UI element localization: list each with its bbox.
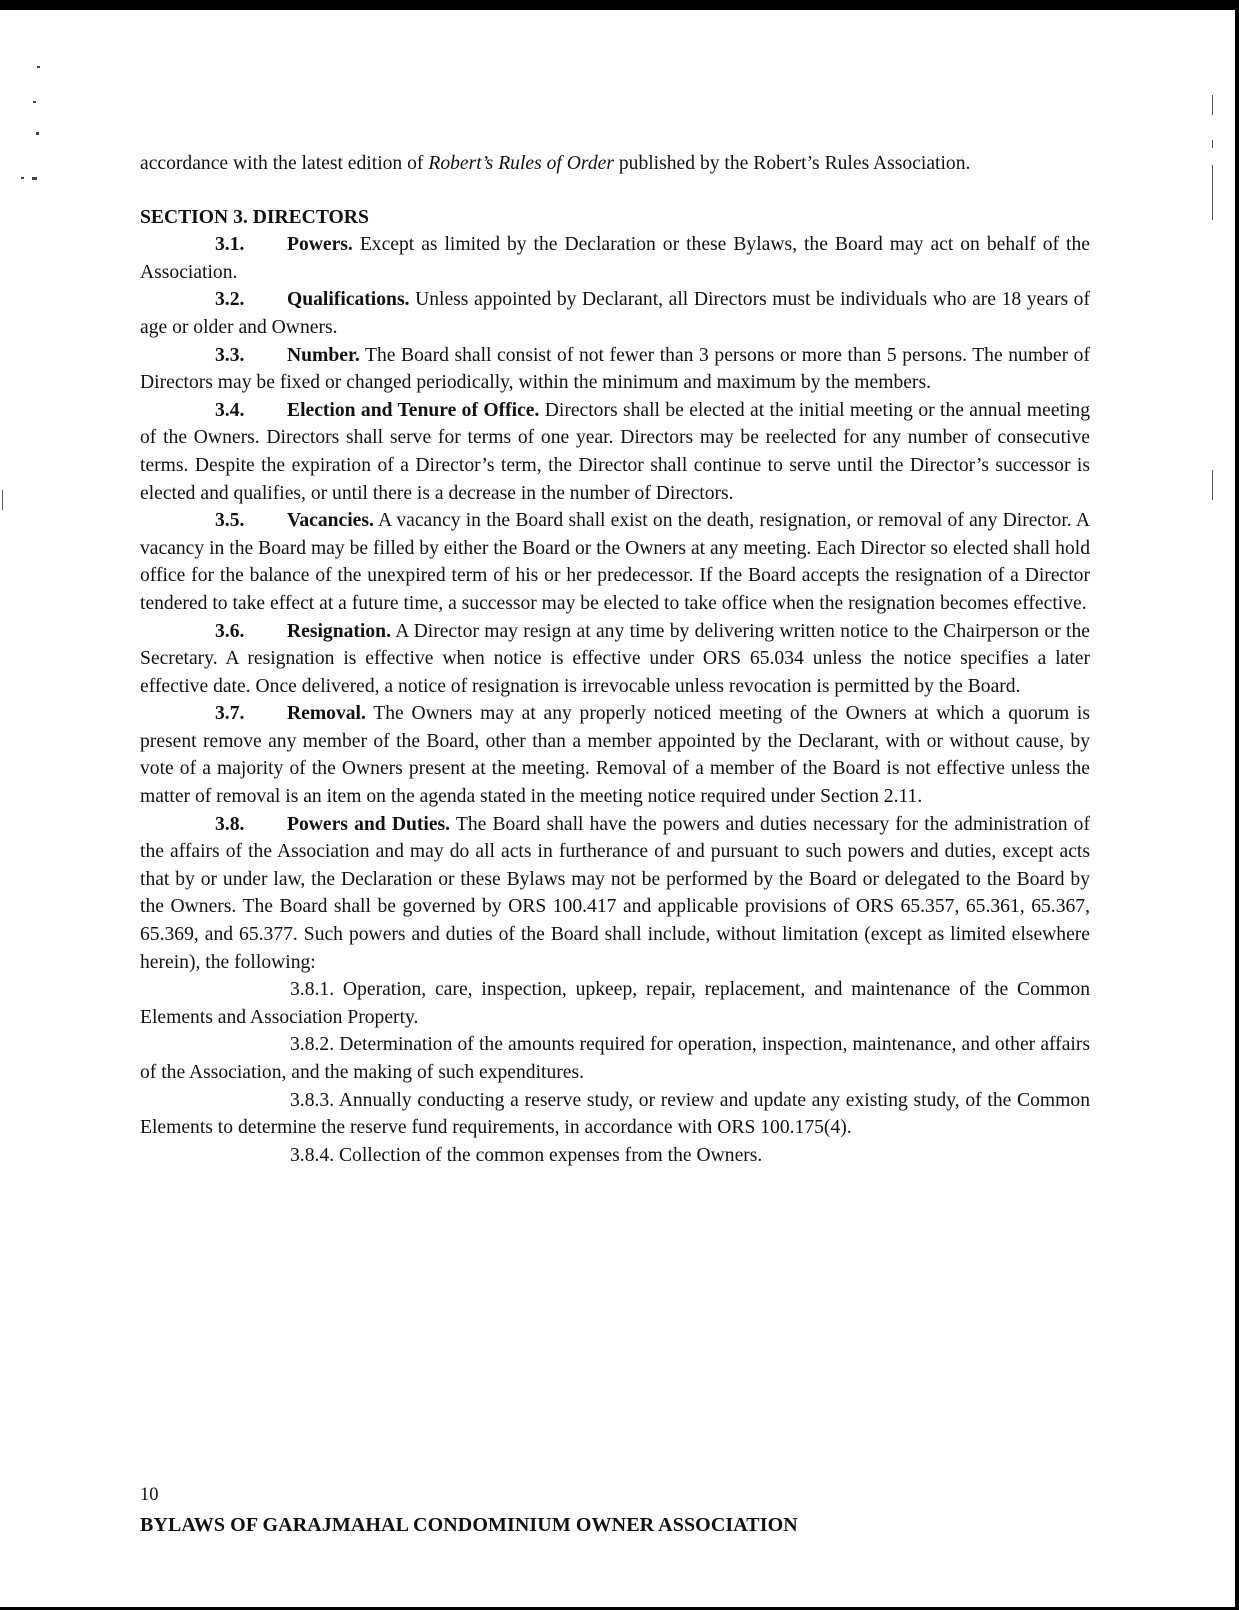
scan-right-border (1235, 10, 1239, 1610)
scan-edge-mark (1212, 140, 1213, 148)
clause-text: Directors shall be elected at the initial meeting or the annual meeting of the Owners. Directors shall serve for terms of one year. Directors may be reelected for any number of consecutive terms. Despite the expiration of a Director’s term, the Director shall continue to serve until the Director’s successor is elected and qualifies, or until there is a decrease in the number of Directors. (140, 399, 1090, 504)
clause-3-6 (140, 618, 1090, 701)
clause-3-3 (140, 342, 1090, 397)
clause-number: 3.3. (215, 344, 245, 366)
clause-3-8 (140, 811, 1090, 977)
scan-edge-mark (2, 490, 3, 510)
clause-text: A vacancy in the Board shall exist on the death, resignation, or removal of any Director. A vacancy in the Board may be filled by either the Board or the Owners at any meeting. Each Director so elected shall hold office for the balance of the unexpired term of his or her predecessor. If the Board accepts the resignation of a Director tendered to take effect at a future time, a successor may be elected to take office when the resignation becomes effective. (140, 510, 1090, 614)
document-body (140, 150, 1090, 1169)
subclause-3-8-1: 3.8.1. Operation, care, inspection, upkeep, repair, replacement, and maintenance of the Common Elements and Association Property. (140, 979, 1090, 1028)
paragraph-gap (140, 178, 1090, 204)
intro-text-after: published by the Robert’s Rules Association. (613, 153, 971, 174)
subclause-3-8-2: 3.8.2. Determination of the amounts required for operation, inspection, maintenance, and other affairs of the Association, and the making of such expenditures. (140, 1034, 1090, 1083)
clause-title: Powers and Duties. (287, 813, 451, 835)
clause-number: 3.2. (215, 289, 245, 311)
clause-title: Resignation. (287, 620, 391, 642)
page-footer (140, 1483, 1090, 1539)
clause-text: The Owners may at any properly noticed meeting of the Owners at which a quorum is present remove any member of the Board, other than a member appointed by the Declarant, with or without cause, by vote of a majority of the Owners present at the meeting. Removal of a member of the Board is not effective unless the matter of removal is an item on the agenda stated in the meeting notice required under Section 2.11. (140, 703, 1090, 808)
section-heading: SECTION 3. DIRECTORS (140, 206, 369, 228)
clause-title: Vacancies. (287, 510, 374, 532)
clause-number: 3.4. (215, 399, 245, 421)
clause-number: 3.8. (215, 813, 245, 835)
scan-edge-mark (1212, 165, 1213, 220)
scan-speck (37, 66, 40, 68)
clause-3-7 (140, 700, 1090, 810)
subclause-3-8-3: 3.8.3. Annually conducting a reserve study, or review and update any existing study, of the Common Elements to determine the reserve fund requirements, in accordance with ORS 100.175(4). (140, 1089, 1090, 1139)
clause-3-4 (140, 397, 1090, 507)
clause-text: Except as limited by the Declaration or these Bylaws, the Board may act on behalf of the Association. (140, 234, 1090, 283)
clause-title: Number. (287, 344, 360, 366)
clause-title: Election and Tenure of Office. (287, 399, 540, 421)
clause-text: Unless appointed by Declarant, all Directors must be individuals who are 18 years of age or older and Owners. (140, 289, 1090, 338)
scan-speck (32, 177, 37, 180)
scan-top-border (0, 0, 1239, 10)
clause-3-2 (140, 286, 1090, 341)
scan-speck (36, 132, 39, 135)
intro-text-before: accordance with the latest edition of (140, 153, 429, 174)
scan-edge-mark (1212, 95, 1213, 115)
scan-speck (21, 177, 24, 179)
scan-speck (33, 101, 36, 103)
clause-text: The Board shall consist of not fewer than 3 persons or more than 5 persons. The number of Directors may be fixed or changed periodically, within the minimum and maximum by the members. (140, 344, 1090, 394)
clause-number: 3.6. (215, 620, 245, 642)
clause-title: Powers. (287, 234, 353, 256)
clause-3-5 (140, 507, 1090, 617)
clause-number: 3.7. (215, 703, 245, 725)
intro-italic-title: Robert’s Rules of Order (428, 153, 614, 174)
page-number: 10 (140, 1485, 159, 1505)
scan-edge-mark (1212, 470, 1213, 500)
clause-number: 3.1. (215, 234, 245, 256)
subclause-3-8-4: 3.8.4. Collection of the common expenses from the Owners. (290, 1144, 763, 1166)
intro-paragraph (140, 150, 1090, 178)
clause-number: 3.5. (215, 510, 245, 532)
clause-text: A Director may resign at any time by delivering written notice to the Chairperson or the Secretary. A resignation is effective when notice is effective under ORS 65.034 unless the notice specifies a later effective date. Once delivered, a notice of resignation is irrevocable unless revocation is permitted by the Board. (140, 620, 1090, 697)
clause-3-1 (140, 231, 1090, 286)
footer-document-title: BYLAWS OF GARAJMAHAL CONDOMINIUM OWNER ASSOCIATION (140, 1514, 798, 1536)
clause-title: Removal. (287, 703, 366, 725)
clause-title: Qualifications. (287, 289, 410, 311)
clause-text: The Board shall have the powers and duties necessary for the administration of the affairs of the Association and may do all acts in furtherance of and pursuant to such powers and duties, except acts that by or under law, the Declaration or these Bylaws may not be performed by the Board or delegated to the Board by the Owners. The Board shall be governed by ORS 100.417 and applicable provisions of ORS 65.357, 65.361, 65.367, 65.369, and 65.377. Such powers and duties of the Board shall include, without limitation (except as limited elsewhere herein), the following: (140, 813, 1090, 973)
